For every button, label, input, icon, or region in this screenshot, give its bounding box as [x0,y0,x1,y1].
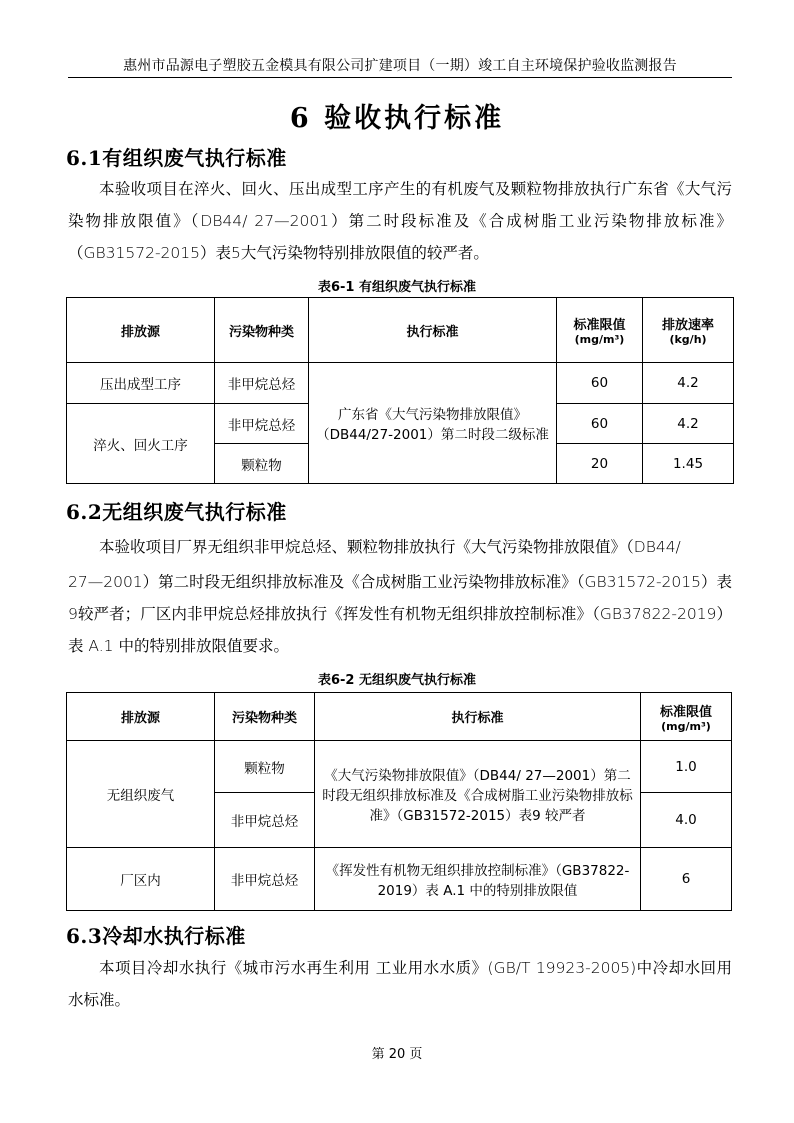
col-header-limit [557,298,643,363]
col-header-source: 排放源 [67,693,215,741]
col-header-standard: 执行标准 [315,693,641,741]
cell-rate: 4.2 [643,404,734,444]
cell-rate: 4.2 [643,363,734,404]
cell-pollutant: 非甲烷总烃 [215,404,309,444]
table-header-row [67,298,734,363]
limit-unit: (mg/m³) [574,333,625,346]
section-paragraph-6-3: 本项目冷却水执行《城市污水再生利用 工业用水水质》(GB/T 19923-2005)中冷却水回用水标准。 [68,959,732,1009]
cell-pollutant: 非甲烷总烃 [215,793,315,848]
cell-limit: 60 [557,363,643,404]
cell-pollutant: 颗粒物 [215,444,309,484]
cell-pollutant: 非甲烷总烃 [215,363,309,404]
table-6-2 [66,692,732,911]
cell-rate: 1.45 [643,444,734,484]
col-header-pollutant: 污染物种类 [215,298,309,363]
cell-source: 无组织废气 [67,741,215,848]
cell-standard: 《大气污染物排放限值》（DB44/ 27—2001）第二时段无组织排放标准及《合成树脂工业污染物排放标准》（GB31572-2015）表9 较严者 [315,741,641,848]
cell-pollutant: 非甲烷总烃 [215,848,315,911]
cell-limit: 20 [557,444,643,484]
section-heading-6-2: 6.2无组织废气执行标准 [66,500,287,524]
cell-standard: 广东省《大气污染物排放限值》（DB44/27-2001）第二时段二级标准 [309,363,557,484]
cell-limit: 60 [557,404,643,444]
chapter-title: 6 验收执行标准 [289,103,505,134]
col-header-limit [641,693,732,741]
table-6-2-caption: 表6-2 无组织废气执行标准 [317,673,476,688]
rate-label: 排放速率 [661,318,714,333]
table-row [67,848,732,911]
cell-source: 压出成型工序 [67,363,215,404]
col-header-standard: 执行标准 [309,298,557,363]
limit-label: 标准限值 [659,704,712,720]
table-6-1-caption: 表6-1 有组织废气执行标准 [317,280,476,295]
section-heading-6-3: 6.3冷却水执行标准 [66,924,246,948]
section-heading-6-1: 6.1有组织废气执行标准 [66,146,287,170]
header-divider [68,77,732,78]
rate-unit: (kg/h) [669,333,707,346]
col-header-rate [643,298,734,363]
table-row [67,363,734,404]
page-header: 惠州市品源电子塑胶五金模具有限公司扩建项目（一期）竣工自主环境保护验收监测报告 [123,58,677,74]
section-paragraph-6-1: 本验收项目在淬火、回火、压出成型工序产生的有机废气及颗粒物排放执行广东省《大气污染物排放限值》（DB44/ 27—2001）第二时段标准及《合成树脂工业污染物排放标准》（GB31572-2015）表5大气污染物特别排放限值的较严者。 [68,180,732,262]
cell-limit: 6 [641,848,732,911]
cell-limit: 1.0 [641,741,732,793]
cell-pollutant: 颗粒物 [215,741,315,793]
col-header-pollutant: 污染物种类 [215,693,315,741]
cell-standard: 《挥发性有机物无组织排放控制标准》（GB37822-2019）表 A.1 中的特别排放限值 [315,848,641,911]
table-header-row [67,693,732,741]
table-6-1 [66,297,734,484]
col-header-source: 排放源 [67,298,215,363]
section-paragraph-6-2-rest: 27—2001）第二时段无组织排放标准及《合成树脂工业污染物排放标准》（GB31572-2015）表9较严者；厂区内非甲烷总烃排放执行《挥发性有机物无组织排放控制标准》（GB37822-2019）表 A.1 中的特别排放限值要求。 [68,573,732,655]
cell-source: 厂区内 [67,848,215,911]
cell-limit: 4.0 [641,793,732,848]
cell-source: 淬火、回火工序 [67,404,215,484]
limit-label: 标准限值 [573,318,626,333]
limit-unit: (mg/m³) [661,719,711,733]
section-paragraph-6-2-line1: 本验收项目厂界无组织非甲烷总烃、颗粒物排放执行《大气污染物排放限值》（DB44/ [99,538,681,556]
table-row [67,741,732,793]
page-number: 第 20 页 [371,1047,423,1062]
